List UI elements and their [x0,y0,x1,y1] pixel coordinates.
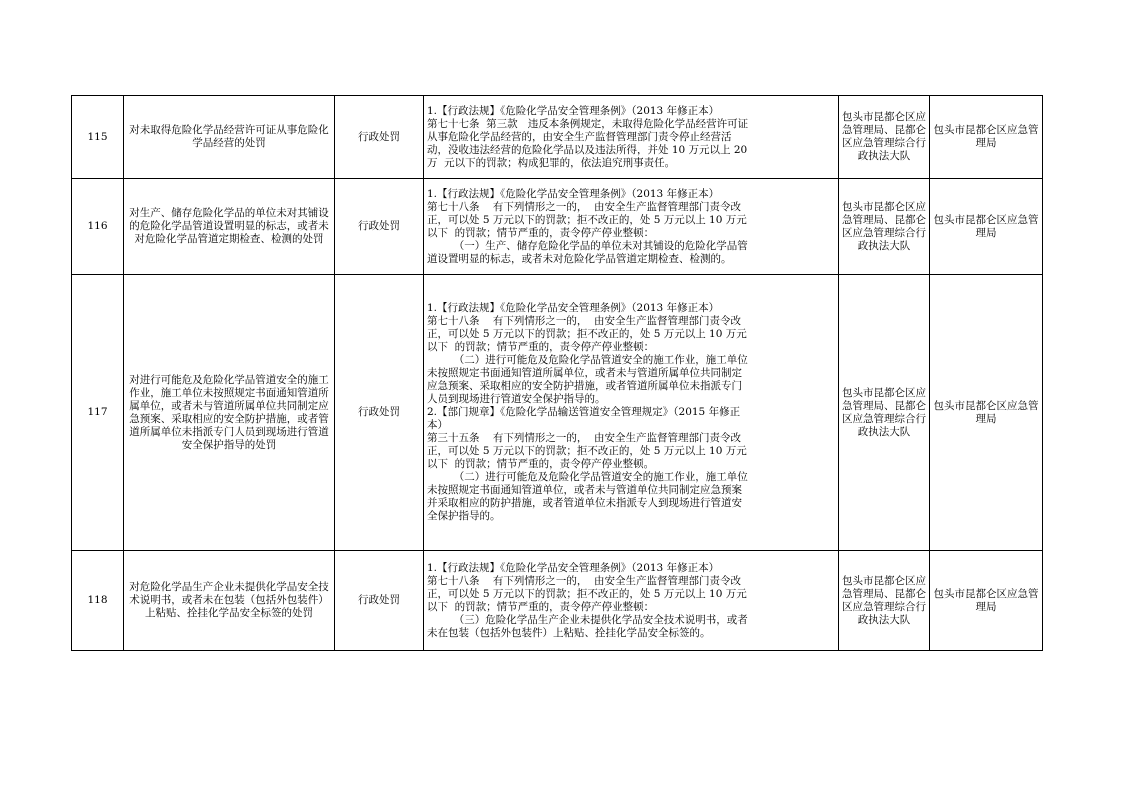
legal-basis-line: 以下 的罚款；情节严重的，责令停产停业整顿： [427,341,655,353]
row-number: 115 [72,96,124,179]
legal-basis [424,275,839,551]
item-type: 行政处罚 [335,551,424,651]
legal-basis-line: 2.【部门规章】《危险化学品输送管道安全管理规定》（2015 年修正 [427,406,741,418]
responsible-department: 包头市昆都仑区应急管理局 [930,179,1043,275]
item-type: 行政处罚 [335,179,424,275]
legal-basis [424,179,839,275]
legal-basis-line: 以下 的罚款；情节严重的，责令停产停业整顿。 [427,458,655,470]
legal-basis-line: 未按照规定书面通知管道单位，或者未与管道单位共同制定应急预案 [427,484,742,496]
item-type: 行政处罚 [335,96,424,179]
row-number: 116 [72,179,124,275]
legal-basis-line: 本） [427,419,448,431]
enforcing-body: 包头市昆都仑区应急管理局、昆都仑区应急管理综合行政执法大队 [839,179,930,275]
legal-basis-line: 未在包装（包括外包装件）上粘贴、拴挂化学品安全标签的。 [427,626,711,639]
legal-basis-line: 动，没收违法经营的危险化学品以及违法所得，并处 10 万元以上 20 [427,143,748,156]
legal-basis [424,96,839,179]
legal-basis-line: 万 元以下的罚款；构成犯罪的，依法追究刑事责任。 [427,156,676,169]
item-name: 对生产、储存危险化学品的单位未对其铺设的危险化学品管道设置明显的标志，或者未对危险化学品管道定期检查、检测的处罚 [124,179,335,275]
responsible-department: 包头市昆都仑区应急管理局 [930,551,1043,651]
legal-basis [424,551,839,651]
table-row [72,551,1043,651]
responsible-department: 包头市昆都仑区应急管理局 [930,96,1043,179]
legal-basis-line: 第七十七条 第三款 违反本条例规定，未取得危险化学品经营许可证 [427,117,749,130]
legal-basis-line: 1.【行政法规】《危险化学品安全管理条例》（2013 年修正本） [427,187,720,200]
item-name: 对进行可能危及危险化学品管道安全的施工作业，施工单位未按照规定书面通知管道所属单位，或者未与管道所属单位共同制定应急预案、采取相应的安全防护措施，或者管道所属单位未指派专门人员到现场进行管道安全保护指导的处罚 [124,275,335,551]
table-row [72,275,1043,551]
legal-basis-line: 第七十八条 有下列情形之一的， 由安全生产监督管理部门责令改 [427,315,742,327]
item-type: 行政处罚 [335,275,424,551]
legal-basis-line: （二）进行可能危及危险化学品管道安全的施工作业，施工单位 [427,354,748,366]
enforcing-body: 包头市昆都仑区应急管理局、昆都仑区应急管理综合行政执法大队 [839,551,930,651]
legal-basis-line: 正，可以处 5 万元以下的罚款；拒不改正的，处 5 万元以上 10 万元 [427,587,747,600]
legal-basis-line: 1.【行政法规】《危险化学品安全管理条例》（2013 年修正本） [427,104,720,117]
legal-basis-line: 从事危险化学品经营的，由安全生产监督管理部门责令停止经营活 [427,130,732,143]
legal-basis-line: 以下 的罚款；情节严重的，责令停产停业整顿： [427,226,655,239]
legal-basis-line: 道设置明显的标志，或者未对危险化学品管道定期检查、检测的。 [427,252,732,265]
enforcing-body: 包头市昆都仑区应急管理局、昆都仑区应急管理综合行政执法大队 [839,96,930,179]
legal-basis-line: 第三十五条 有下列情形之一的， 由安全生产监督管理部门责令改 [427,432,742,444]
row-number: 118 [72,551,124,651]
enforcing-body: 包头市昆都仑区应急管理局、昆都仑区应急管理综合行政执法大队 [839,275,930,551]
row-number: 117 [72,275,124,551]
legal-basis-line: 1.【行政法规】《危险化学品安全管理条例》（2013 年修正本） [427,561,720,574]
legal-basis-line: 正，可以处 5 万元以下的罚款；拒不改正的，处 5 万元以上 10 万元 [427,445,747,457]
responsible-department: 包头市昆都仑区应急管理局 [930,275,1043,551]
legal-basis-line: 正，可以处 5 万元以下的罚款；拒不改正的，处 5 万元以上 10 万元 [427,213,747,226]
legal-basis-line: 人员到现场进行管道安全保护指导的。 [427,393,606,405]
table-row [72,179,1043,275]
legal-basis-line: 第七十八条 有下列情形之一的， 由安全生产监督管理部门责令改 [427,574,742,587]
legal-basis-line: 并采取相应的防护措施，或者管道单位未指派专人到现场进行管道安 [427,497,742,509]
item-name: 对未取得危险化学品经营许可证从事危险化学品经营的处罚 [124,96,335,179]
legal-basis-line: 应急预案、采取相应的安全防护措施，或者管道所属单位未指派专门 [427,380,742,392]
legal-basis-line: 正，可以处 5 万元以下的罚款；拒不改正的，处 5 万元以上 10 万元 [427,328,747,340]
legal-basis-line: （二）进行可能危及危险化学品管道安全的施工作业，施工单位 [427,471,748,483]
penalty-items-table [71,95,1043,651]
legal-basis-line: （三）危险化学品生产企业未提供化学品安全技术说明书，或者 [427,613,748,626]
legal-basis-line: （一）生产、储存危险化学品的单位未对其铺设的危险化学品管 [427,239,748,252]
legal-basis-line: 全保护指导的。 [427,510,501,522]
item-name: 对危险化学品生产企业未提供化学品安全技术说明书，或者未在包装（包括外包装件）上粘贴、拴挂化学品安全标签的处罚 [124,551,335,651]
table-row [72,96,1043,179]
legal-basis-line: 1.【行政法规】《危险化学品安全管理条例》（2013 年修正本） [427,302,720,314]
legal-basis-line: 未按照规定书面通知管道所属单位，或者未与管道所属单位共同制定 [427,367,742,379]
legal-basis-line: 以下 的罚款；情节严重的，责令停产停业整顿： [427,600,655,613]
legal-basis-line: 第七十八条 有下列情形之一的， 由安全生产监督管理部门责令改 [427,200,742,213]
